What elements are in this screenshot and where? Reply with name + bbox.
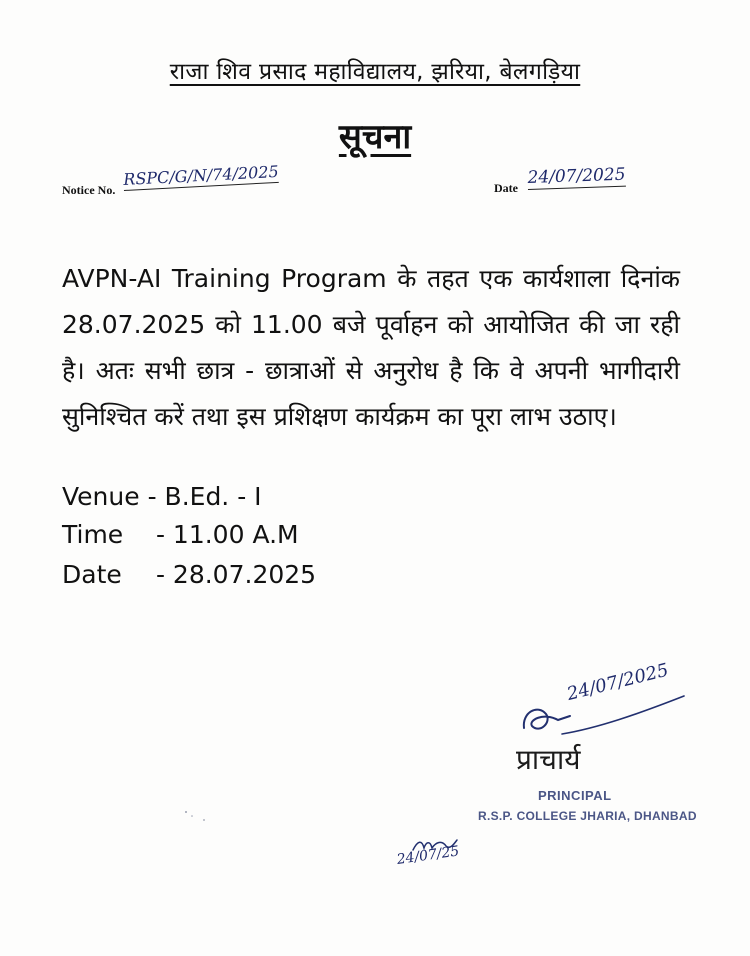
- venue-line: [62, 482, 262, 511]
- notice-number-label: Notice No.: [62, 183, 116, 197]
- college-name-heading: [0, 54, 750, 86]
- time-label: Time: [62, 520, 124, 549]
- notice-number-handwritten: RSPC/G/N/74/2025: [122, 161, 280, 190]
- signature-date-handwritten: 24/07/2025: [564, 659, 671, 705]
- college-name-text: राजा शिव प्रसाद महाविद्यालय, झरिया, बेलगड़िया: [169, 59, 581, 85]
- venue-label: Venue: [62, 482, 140, 511]
- scan-speck-icon: [180, 806, 210, 824]
- notice-date-label: Date: [494, 181, 518, 195]
- event-date-value: - 28.07.2025: [155, 560, 317, 589]
- event-date-label: Date: [62, 560, 122, 589]
- notice-body-paragraph: AVPN-AI Training Program के तहत एक कार्यशाला दिनांक 28.07.2025 को 11.00 बजे पूर्वाहन को आयोजित की जा रही है। अतः सभी छात्र - छात्राओं से अनुरोध है कि वे अपनी भागीदारी सुनिश्चित करें तथा इस प्रशिक्षण कार्यक्रम का पूरा लाभ उठाए।: [62, 264, 680, 431]
- time-value: - 11.00 A.M: [155, 520, 299, 549]
- receipt-date-handwritten: 24/07/25: [395, 843, 461, 868]
- notice-title-text: सूचना: [338, 117, 412, 157]
- notice-title: [0, 112, 750, 158]
- notice-date-handwritten: 24/07/2025: [527, 164, 626, 189]
- event-date-line: [62, 560, 316, 589]
- principal-stamp-title: PRINCIPAL: [538, 788, 612, 803]
- time-line: [62, 520, 299, 549]
- venue-value: - B.Ed. - I: [147, 482, 262, 511]
- college-stamp-text: R.S.P. COLLEGE JHARIA, DHANBAD: [478, 809, 697, 823]
- principal-designation-hindi: प्राचार्य: [516, 743, 581, 776]
